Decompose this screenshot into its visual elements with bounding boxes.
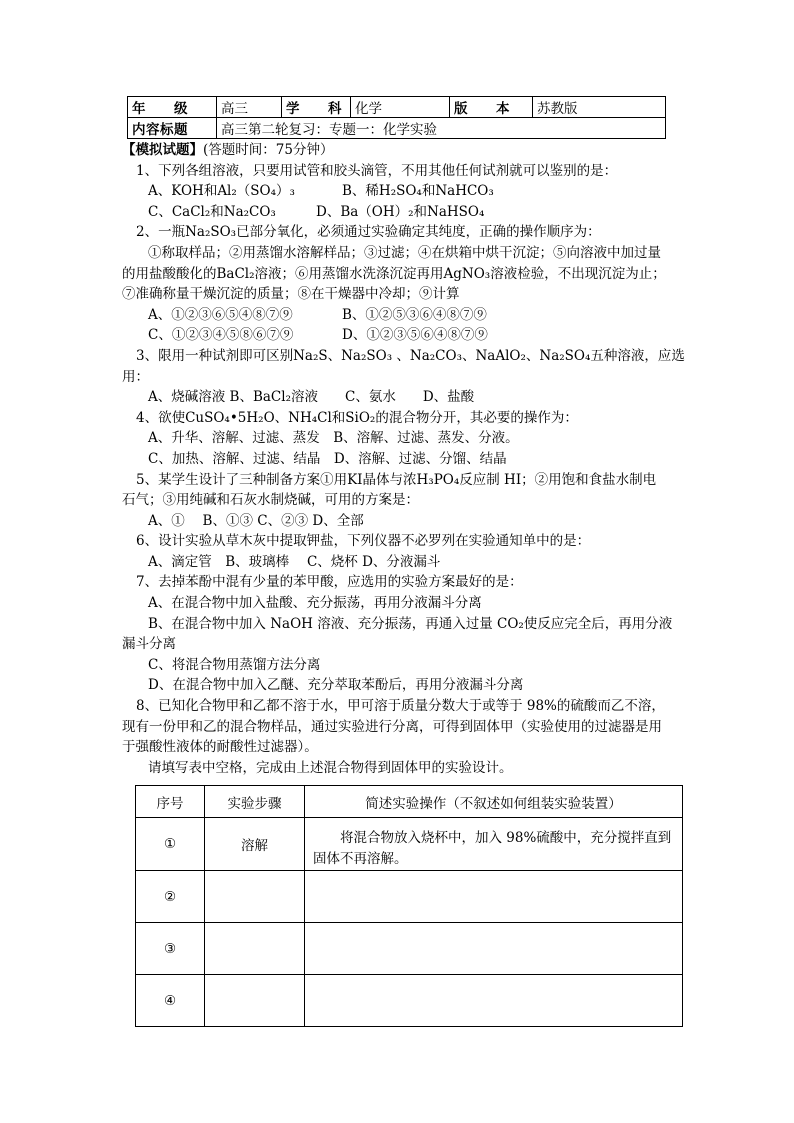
experiment-table-header: [136, 786, 683, 818]
section-time: (答题时间：75分钟）: [203, 142, 334, 158]
q5-options: A、① B、①③ C、②③ D、全部: [148, 512, 364, 529]
header-row-1: [128, 97, 666, 118]
col-header-operation: 简述实验操作（不叙述如何组装实验装置）: [305, 786, 683, 818]
row-operation-input[interactable]: [305, 871, 683, 923]
row-step-input[interactable]: [205, 975, 305, 1027]
question-content: [122, 140, 685, 778]
q2-line-3: 的用盐酸酸化的BaCl₂溶液；⑥用蒸馏水洗涤沉淀再用AgNO₃溶液检验，不出现沉淀为止；: [122, 265, 666, 282]
q4-options-ab: A、升华、溶解、过滤、蒸发 B、溶解、过滤、蒸发、分液。: [148, 430, 519, 447]
q1-options-cd: [122, 202, 682, 223]
q1-option-d: D、Ba（OH）₂和NaHSO₄: [316, 203, 485, 220]
section-title: 【模拟试题】: [122, 142, 203, 158]
q7-option-c: C、将混合物用蒸馏方法分离: [148, 656, 321, 673]
row-operation: 将混合物放入烧杯中，加入 98%硫酸中，充分搅拌直到固体不再溶解。: [305, 818, 683, 871]
row-no: ①: [136, 818, 205, 871]
q1-option-b: B、稀H₂SO₄和NaHCO₃: [342, 183, 494, 200]
q2-line-1: 2、一瓶Na₂SO₃已部分氧化，必须通过实验确定其纯度，正确的操作顺序为：: [136, 224, 601, 241]
experiment-table: [135, 785, 683, 1027]
header-row-2: [128, 118, 666, 139]
grade-label: 年 级: [128, 97, 217, 118]
table-row: [136, 923, 683, 975]
q5-line-1: 5、某学生设计了三种制备方案①用KI晶体与浓H₃PO₄反应制 HI；②用饱和食盐水制电: [136, 471, 657, 488]
subject-value: 化学: [351, 97, 450, 118]
q6-options: A、滴定管 B、玻璃棒 C、烧杯 D、分液漏斗: [148, 553, 441, 570]
q1-stem: 1、下列各组溶液，只要用试管和胶头滴管，不用其他任何试剂就可以鉴别的是：: [136, 162, 618, 179]
q2-option-b: B、①②⑤③⑥④⑧⑦⑨: [342, 306, 487, 323]
topic-label: 内容标题: [128, 118, 217, 139]
grade-value: 高三: [217, 97, 282, 118]
q8-line-4: 请填写表中空格，完成由上述混合物得到固体甲的实验设计。: [148, 759, 513, 776]
header-table: [127, 96, 666, 139]
q8-line-1: 8、已知化合物甲和乙都不溶于水，甲可溶于质量分数大于或等于 98%的硫酸而乙不溶，: [136, 698, 665, 715]
q1-option-a: A、KOH和Al₂（SO₄）₃: [148, 183, 295, 200]
edition-value: 苏教版: [533, 97, 666, 118]
q5-line-2: 石气；③用纯碱和石灰水制烧碱，可用的方案是：: [122, 492, 419, 509]
table-row: [136, 975, 683, 1027]
table-row: [136, 871, 683, 923]
row-operation-input[interactable]: [305, 975, 683, 1027]
q4-stem: 4、欲使CuSO₄•5H₂O、NH₄Cl和SiO₂的混合物分开，其必要的操作为：: [136, 409, 578, 426]
row-step-input[interactable]: [205, 871, 305, 923]
q8-line-3: 于强酸性液体的耐酸性过滤器）。: [122, 739, 318, 756]
q1-options-ab: [122, 181, 682, 202]
q2-options-ab: [122, 305, 682, 326]
q7-option-a: A、在混合物中加入盐酸、充分振荡，再用分液漏斗分离: [148, 595, 482, 612]
q2-line-2: ①称取样品；②用蒸馏水溶解样品；③过滤；④在烘箱中烘干沉淀；⑤向溶液中加过量: [148, 244, 661, 261]
q4-options-cd: C、加热、溶解、过滤、结晶 D、溶解、过滤、分馏、结晶: [148, 450, 507, 467]
q2-option-d: D、①②③⑤⑥④⑧⑦⑨: [342, 327, 488, 344]
q7-option-d: D、在混合物中加入乙醚、充分萃取苯酚后，再用分液漏斗分离: [148, 677, 524, 694]
q1-option-c: C、CaCl₂和Na₂CO₃: [148, 203, 276, 220]
q2-line-4: ⑦准确称量干燥沉淀的质量；⑧在干燥器中冷却；⑨计算: [122, 286, 460, 303]
row-operation-input[interactable]: [305, 923, 683, 975]
table-row: [136, 818, 683, 871]
q2-option-a: A、①②③⑥⑤④⑧⑦⑨: [148, 306, 293, 323]
section-heading: [122, 140, 682, 161]
q7-option-b-line-1: B、在混合物中加入 NaOH 溶液、充分振荡，再通入过量 CO₂使反应完全后，再用分液: [148, 615, 673, 632]
subject-label: 学 科: [282, 97, 351, 118]
q6-stem: 6、设计实验从草木灰中提取钾盐，下列仪器不必罗列在实验通知单中的是：: [136, 533, 591, 550]
q8-line-2: 现有一份甲和乙的混合物样品，通过实验进行分离，可得到固体甲（实验使用的过滤器是用: [122, 718, 662, 735]
q7-stem: 7、去掉苯酚中混有少量的苯甲酸，应选用的实验方案最好的是：: [136, 574, 523, 591]
q2-option-c: C、①②③④⑤⑧⑥⑦⑨: [148, 327, 294, 344]
row-no: ④: [136, 975, 205, 1027]
col-header-step: 实验步骤: [205, 786, 305, 818]
q7-option-b-line-2: 漏斗分离: [122, 636, 176, 653]
topic-value: 高三第二轮复习：专题一：化学实验: [217, 118, 666, 139]
q3-line-2: 用：: [122, 368, 149, 385]
q3-options: A、烧碱溶液 B、BaCl₂溶液 C、氨水 D、盐酸: [148, 389, 475, 406]
q3-line-1: 3、限用一种试剂即可区别Na₂S、Na₂SO₃ 、Na₂CO₃、NaAlO₂、Na₂SO₄五种溶液，应选: [136, 347, 685, 364]
q2-options-cd: [122, 325, 682, 346]
row-no: ③: [136, 923, 205, 975]
row-no: ②: [136, 871, 205, 923]
edition-label: 版 本: [450, 97, 533, 118]
row-step-input[interactable]: [205, 923, 305, 975]
col-header-no: 序号: [136, 786, 205, 818]
row-step: 溶解: [205, 818, 305, 871]
